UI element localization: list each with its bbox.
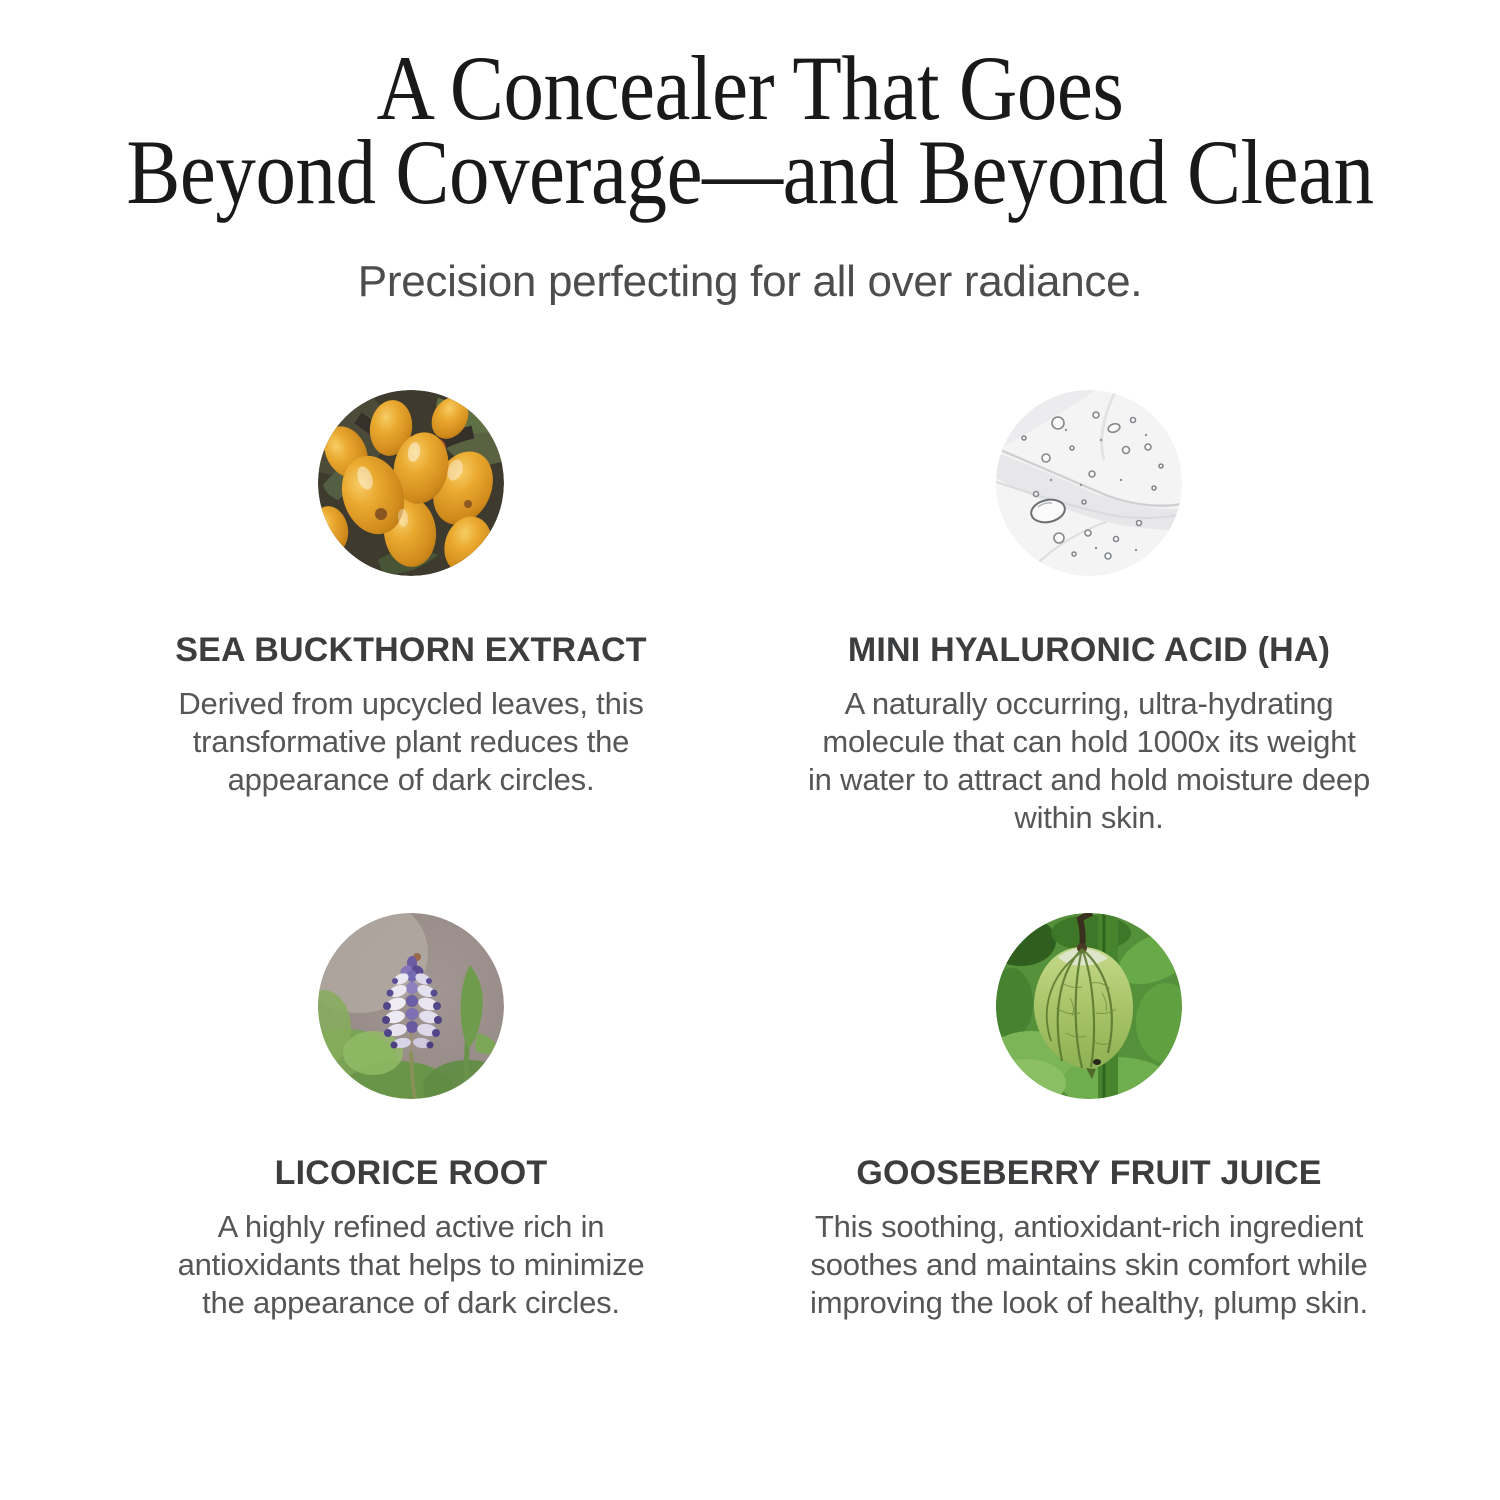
hyaluronic-acid-gel-image [996,390,1182,576]
ingredient-description: Derived from upcycled leaves, this transformative plant reduces the appearance of dark circles. [178,686,644,797]
ingredient-description: A highly refined active rich in antioxidants that helps to minimize the appearance of dark circles. [177,1209,645,1320]
sea-buckthorn-berries-photo [318,390,504,576]
gooseberry-fruit-photo [996,913,1182,1099]
ingredient-description: This soothing, antioxidant-rich ingredient soothes and maintains skin comfort while improving the look of healthy, plump skin. [810,1209,1368,1320]
ingredient-name: GOOSEBERRY FRUIT JUICE [856,1154,1322,1192]
ingredient-grid [0,390,1500,1322]
licorice-flower-image [318,913,504,1099]
ingredient-name: LICORICE ROOT [274,1154,548,1192]
ingredient-card-sea-buckthorn [101,390,721,799]
ingredient-card-licorice-root [101,913,721,1322]
headline-line-2: Beyond Coverage—and Beyond Clean [126,121,1374,223]
ingredient-name: SEA BUCKTHORN EXTRACT [175,631,647,669]
ingredient-card-gooseberry [779,913,1399,1322]
ingredient-card-mini-hyaluronic-acid [779,390,1399,837]
licorice-flower-photo [318,913,504,1099]
header [0,0,1500,308]
subtitle: Precision perfecting for all over radiance. [357,257,1143,306]
ingredient-name: MINI HYALURONIC ACID (HA) [847,631,1331,669]
sea-buckthorn-berries-image [318,390,504,576]
page-title [0,37,1500,223]
headline-line-1: A Concealer That Goes [376,37,1124,139]
ingredient-description: A naturally occurring, ultra-hydrating molecule that can hold 1000x its weight in water to attract and hold moisture deep within skin. [808,686,1370,835]
hyaluronic-acid-gel-photo [996,390,1182,576]
gooseberry-fruit-image [996,913,1182,1099]
